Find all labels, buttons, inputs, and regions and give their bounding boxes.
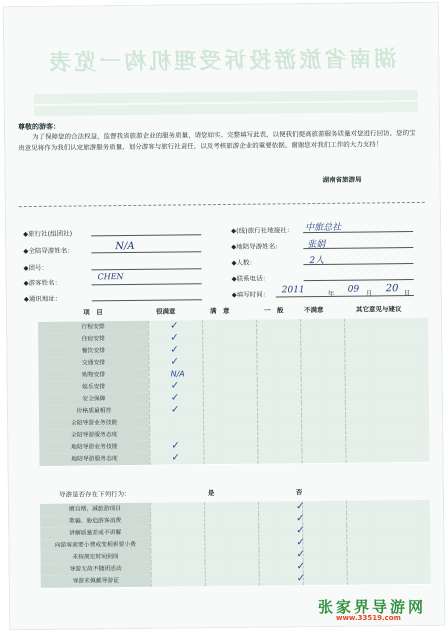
column-divider bbox=[150, 515, 151, 527]
column-divider bbox=[149, 453, 150, 465]
field-line bbox=[92, 283, 202, 285]
field-label-visitor-name: ◆游客姓名： bbox=[23, 278, 62, 288]
watermark-text: 张家界导游网 bbox=[318, 598, 427, 616]
rating-mark[interactable]: ✓ bbox=[170, 392, 180, 404]
column-divider bbox=[300, 343, 301, 355]
column-divider bbox=[257, 452, 258, 464]
column-divider bbox=[256, 332, 257, 344]
rating-table bbox=[38, 304, 430, 464]
rating-mark[interactable]: ✓ bbox=[170, 332, 179, 344]
date-month[interactable]: 09 bbox=[347, 284, 360, 295]
field-line bbox=[92, 299, 202, 301]
column-divider bbox=[345, 427, 346, 439]
field-label-date: ◆填写时间： bbox=[231, 290, 270, 299]
date-year-unit: 年 bbox=[327, 289, 335, 298]
row-label: 地陪导游业务技能 bbox=[39, 441, 149, 454]
field-line bbox=[92, 268, 202, 270]
column-divider bbox=[203, 428, 204, 440]
column-divider bbox=[149, 369, 150, 381]
mirrored-title: 湖南省旅游投诉受理机构一览表 bbox=[46, 47, 397, 76]
column-divider bbox=[301, 427, 302, 439]
column-divider bbox=[149, 417, 150, 429]
column-divider bbox=[257, 392, 258, 404]
column-divider bbox=[149, 429, 150, 441]
column-divider bbox=[257, 368, 258, 380]
column-divider bbox=[345, 439, 346, 451]
column-divider bbox=[150, 551, 151, 563]
column-divider bbox=[151, 563, 152, 575]
column-divider bbox=[259, 562, 260, 574]
field-value-tour-guide[interactable]: N/A bbox=[115, 240, 135, 253]
row-label: 餐饮安排 bbox=[38, 345, 148, 358]
column-divider bbox=[347, 573, 348, 585]
column-divider bbox=[203, 368, 204, 380]
column-divider bbox=[346, 537, 347, 549]
column-divider bbox=[300, 355, 301, 367]
date-month-unit: 月 bbox=[365, 289, 373, 298]
field-label-phone: ◆联系电话： bbox=[231, 274, 270, 283]
column-divider bbox=[203, 380, 204, 392]
column-divider bbox=[149, 441, 150, 453]
column-divider bbox=[258, 514, 259, 526]
field-label-address: ◆通讯地址： bbox=[23, 294, 62, 304]
rating-mark[interactable]: ✓ bbox=[296, 561, 306, 573]
row-label: 讲解质量差或不讲解 bbox=[40, 527, 150, 540]
column-divider bbox=[150, 539, 151, 551]
table-row bbox=[39, 450, 429, 467]
date-year[interactable]: 2011 bbox=[281, 285, 305, 296]
header-item: 项 目 bbox=[83, 308, 103, 317]
column-divider bbox=[203, 452, 204, 464]
header-average: 一 般 bbox=[263, 306, 284, 315]
rating-mark[interactable]: ✓ bbox=[171, 440, 180, 452]
column-divider bbox=[148, 357, 149, 369]
column-divider bbox=[149, 405, 150, 417]
rating-mark[interactable]: ✓ bbox=[171, 452, 180, 464]
column-divider bbox=[150, 527, 151, 539]
column-divider bbox=[300, 319, 301, 331]
row-label: 向游客索要小费或变相索要小费 bbox=[40, 539, 150, 552]
column-divider bbox=[347, 561, 348, 573]
field-line bbox=[304, 279, 414, 281]
rating-mark[interactable]: ✓ bbox=[296, 525, 305, 537]
column-divider bbox=[345, 379, 346, 391]
row-label: 地陪导游服务态度 bbox=[39, 453, 149, 466]
row-label: 价格质量相符 bbox=[39, 405, 149, 418]
column-divider bbox=[346, 501, 347, 513]
column-divider bbox=[202, 320, 203, 332]
field-line bbox=[91, 234, 201, 236]
column-divider bbox=[344, 343, 345, 355]
field-label-local-agency: ◆(线)旅行社地接社： bbox=[231, 226, 294, 235]
field-label-local-guide: ◆地陪导游姓名： bbox=[231, 242, 282, 251]
row-label: 行程安排 bbox=[38, 321, 148, 334]
background-stripe bbox=[34, 102, 418, 116]
field-value-people-count[interactable]: 2人 bbox=[309, 255, 325, 267]
column-divider bbox=[300, 331, 301, 343]
behavior-table bbox=[40, 486, 432, 585]
column-divider bbox=[257, 428, 258, 440]
field-value-local-guide[interactable]: 张娟 bbox=[307, 239, 326, 251]
column-divider bbox=[204, 550, 205, 562]
letter-signature: 湖南省旅游局 bbox=[322, 175, 362, 184]
column-divider bbox=[346, 549, 347, 561]
column-divider bbox=[344, 319, 345, 331]
watermark-url: www.33519.com bbox=[336, 614, 401, 622]
column-divider bbox=[258, 538, 259, 550]
column-divider bbox=[257, 416, 258, 428]
date-day-unit: 日 bbox=[403, 289, 411, 298]
column-divider bbox=[256, 320, 257, 332]
rating-mark[interactable]: ✓ bbox=[170, 344, 179, 356]
column-divider bbox=[345, 391, 346, 403]
row-label: 交通安排 bbox=[38, 357, 148, 370]
rating-mark[interactable]: ✓ bbox=[296, 537, 305, 549]
date-day[interactable]: 20 bbox=[385, 283, 399, 295]
column-divider bbox=[258, 526, 259, 538]
column-divider bbox=[259, 574, 260, 586]
rating-mark[interactable]: ✓ bbox=[170, 320, 179, 332]
column-divider bbox=[202, 344, 203, 356]
column-divider bbox=[148, 333, 149, 345]
letter-paragraph: 为了保障您的合法权益，监督我省旅游企业的服务质量，请您如实、完整填写此表，以便我们提高旅游服务质量对您进行回访。您的宝贵意见将作为我们认定旅游服务质量、划分游客与旅行社责任，以及考核旅游企业的重要依据。谢谢您对我们工作的大力支持！ bbox=[18, 128, 416, 153]
row-label: 娱乐安排 bbox=[39, 381, 149, 394]
behavior-yes-header: 是 bbox=[207, 489, 215, 498]
rating-mark[interactable]: ✓ bbox=[295, 501, 305, 513]
row-label: 导游无故不随团活动 bbox=[41, 563, 151, 576]
behavior-header: 导游是否存在下列行为： bbox=[59, 489, 131, 499]
column-divider bbox=[204, 514, 205, 526]
column-divider bbox=[257, 404, 258, 416]
column-divider bbox=[345, 451, 346, 463]
column-divider bbox=[301, 451, 302, 463]
column-divider bbox=[344, 355, 345, 367]
row-label: 擅自增、减旅游项目 bbox=[40, 503, 150, 516]
column-divider bbox=[149, 381, 150, 393]
field-label-agency: ◆旅行社(组团社) bbox=[23, 229, 73, 239]
column-divider bbox=[257, 440, 258, 452]
column-divider bbox=[203, 416, 204, 428]
column-divider bbox=[149, 393, 150, 405]
field-label-people-count: ◆人数： bbox=[231, 258, 256, 267]
column-divider bbox=[203, 392, 204, 404]
column-divider bbox=[205, 562, 206, 574]
row-label: 未按规定时间到岗 bbox=[40, 551, 150, 564]
column-divider bbox=[346, 525, 347, 537]
field-label-tour-guide: ◆全陪导游姓名： bbox=[23, 246, 74, 256]
rating-mark[interactable]: ✓ bbox=[296, 573, 306, 585]
rating-mark[interactable]: ✓ bbox=[170, 356, 179, 368]
behavior-no-header: 否 bbox=[295, 488, 303, 497]
column-divider bbox=[256, 344, 257, 356]
row-label: 安全保障 bbox=[39, 393, 149, 406]
field-line bbox=[276, 295, 414, 297]
column-divider bbox=[257, 380, 258, 392]
column-divider bbox=[203, 440, 204, 452]
column-divider bbox=[203, 404, 204, 416]
divider-line bbox=[19, 202, 425, 207]
survey-form-page bbox=[3, 2, 446, 631]
column-divider bbox=[204, 538, 205, 550]
column-divider bbox=[345, 403, 346, 415]
column-divider bbox=[204, 502, 205, 514]
column-divider bbox=[344, 331, 345, 343]
column-divider bbox=[150, 503, 151, 515]
field-value-visitor-name[interactable]: CHEN bbox=[97, 272, 124, 282]
field-label-group-no: ◆团号： bbox=[23, 263, 49, 273]
field-line bbox=[91, 251, 201, 253]
column-divider bbox=[345, 415, 346, 427]
column-divider bbox=[345, 367, 346, 379]
column-divider bbox=[301, 379, 302, 391]
rating-mark[interactable]: ✓ bbox=[296, 513, 305, 525]
column-divider bbox=[258, 550, 259, 562]
rating-mark[interactable]: ✓ bbox=[170, 404, 180, 416]
column-divider bbox=[151, 575, 152, 587]
column-divider bbox=[258, 502, 259, 514]
header-very-satisfied: 很满意 bbox=[155, 307, 176, 316]
letter-greeting: 尊敬的游客： bbox=[17, 122, 61, 132]
row-label: 导游未佩戴导游证 bbox=[41, 575, 151, 588]
row-label: 欺骗、胁迫游客消费 bbox=[40, 515, 150, 528]
column-divider bbox=[301, 367, 302, 379]
column-divider bbox=[301, 439, 302, 451]
column-divider bbox=[256, 356, 257, 368]
column-divider bbox=[148, 345, 149, 357]
row-label: 购物安排 bbox=[39, 369, 149, 382]
header-comments: 其它意见与建议 bbox=[355, 305, 402, 314]
row-label: 住宿安排 bbox=[38, 333, 148, 346]
column-divider bbox=[202, 332, 203, 344]
header-satisfied: 满 意 bbox=[209, 306, 230, 316]
field-value-local-agency[interactable]: 中旅总社 bbox=[305, 222, 342, 234]
table-row bbox=[41, 572, 431, 589]
column-divider bbox=[202, 356, 203, 368]
column-divider bbox=[205, 574, 206, 586]
column-divider bbox=[301, 415, 302, 427]
column-divider bbox=[301, 391, 302, 403]
rating-mark[interactable]: N/A bbox=[170, 369, 185, 379]
column-divider bbox=[148, 321, 149, 333]
rating-mark[interactable]: ✓ bbox=[170, 380, 180, 392]
column-divider bbox=[346, 513, 347, 525]
column-divider bbox=[204, 526, 205, 538]
row-label: 全陪导游业务技能 bbox=[39, 417, 149, 430]
header-unsatisfied: 不满意 bbox=[303, 305, 324, 315]
column-divider bbox=[301, 403, 302, 415]
rating-mark[interactable]: ✓ bbox=[296, 549, 305, 561]
row-label: 全陪导游服务态度 bbox=[39, 429, 149, 442]
